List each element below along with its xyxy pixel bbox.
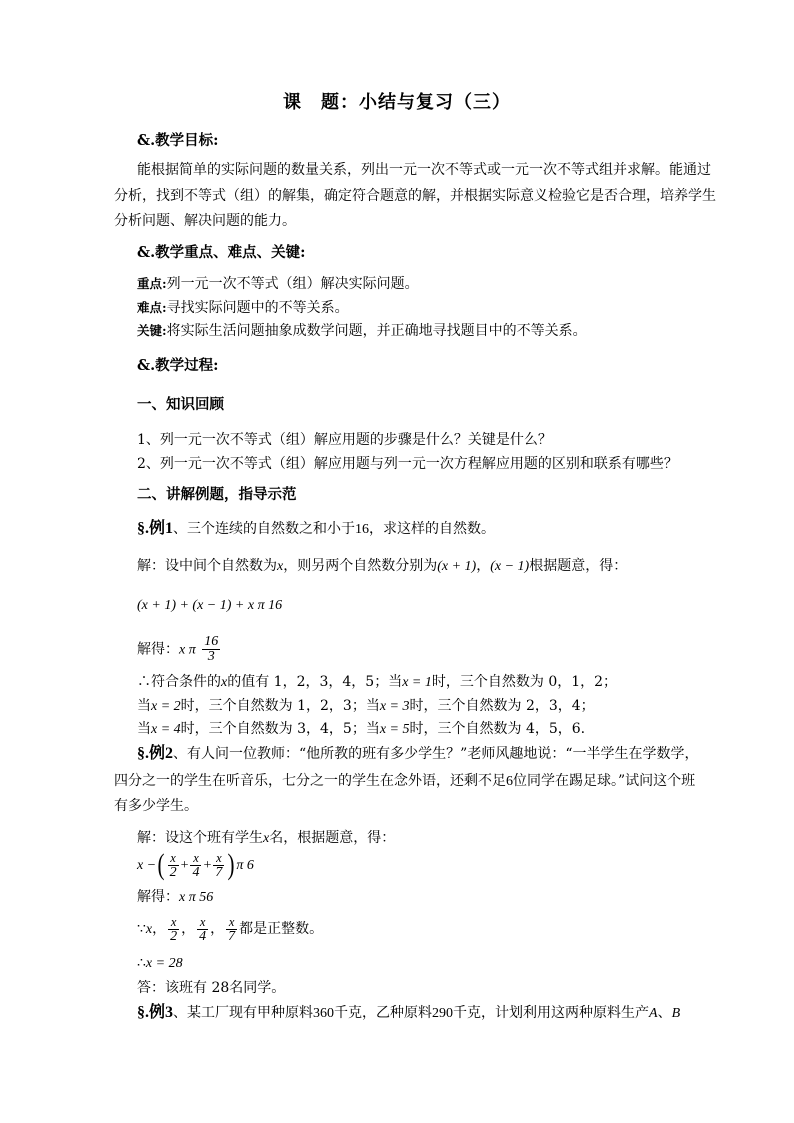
math-var: B [671, 1006, 681, 1021]
setup-text: 名，根据题意，得： [269, 830, 396, 846]
example-label: §.例 [137, 1004, 166, 1021]
math-expr: x = 1 [402, 675, 432, 690]
review-heading: 一、知识回顾 [137, 396, 224, 413]
math-var: x [137, 858, 144, 873]
example-1-inequality: (x + 1) + (x − 1) + x π 16 [137, 598, 283, 613]
math-expr: x = 4 [151, 722, 181, 737]
conclusion-text: 时，三个自然数为 1，2，3；当 [180, 698, 380, 714]
separator: 、 [657, 1005, 672, 1021]
goals-line-2: 分析，找到不等式（组）的解集，确定符合题意的解，并根据实际意义检验它是否合理，培养学生 [114, 188, 716, 204]
separator: ， [476, 558, 491, 574]
denominator: 2 [170, 928, 178, 944]
denominator: 4 [192, 864, 200, 880]
example-number: 1 [165, 520, 174, 537]
denominator: 4 [199, 928, 207, 944]
example-3-text: 千克，乙种原料 [334, 1005, 433, 1021]
setup-text: 解：设中间个自然数为 [137, 558, 277, 574]
example-label: §.例 [137, 520, 166, 537]
math-expr: (x − 1) [490, 559, 530, 574]
math-var: x [221, 675, 228, 690]
fraction [226, 915, 237, 944]
left-paren: ( [157, 848, 165, 881]
example-2-result [137, 887, 213, 908]
example-1-conclusion-3 [137, 719, 585, 740]
number: 6 [506, 774, 513, 789]
numerator: x [168, 851, 179, 866]
fraction [168, 851, 179, 880]
denominator: 2 [169, 864, 177, 880]
example-3-text: 、某工厂现有甲种原料 [173, 1005, 314, 1021]
process-heading: &.教学过程: [137, 357, 219, 374]
math-var: x [277, 559, 284, 574]
numerator: 16 [204, 634, 219, 649]
fraction [213, 851, 224, 880]
math-expr: x π 56 [179, 890, 214, 905]
example-1-number-16: 16 [355, 522, 370, 537]
key-text: 将实际生活问题抽象成数学问题，并正确地寻找题目中的不等关系。 [166, 323, 587, 339]
example-2-inequality [137, 848, 254, 883]
separator: ， [181, 921, 196, 937]
difficulty-label: 难点: [137, 300, 167, 315]
math-expr: x = 3 [379, 699, 410, 714]
separator: ， [152, 921, 167, 937]
setup-text: ，则另两个自然数分别为 [283, 558, 438, 574]
since-text: 都是正整数。 [239, 921, 324, 937]
review-question-1: 1、列一元一次不等式（组）解应用题的步骤是什么？关键是什么？ [137, 432, 552, 448]
goals-line-1: 能根据简单的实际问题的数量关系，列出一元一次不等式或一元一次不等式组并求解。能通过 [137, 162, 711, 178]
because-symbol: ∵ [137, 921, 146, 937]
example-2-prompt-2 [114, 771, 695, 792]
example-number: 3 [165, 1004, 174, 1021]
page-title: 课 题：小结与复习（三） [283, 92, 511, 113]
math-var: A [649, 1006, 658, 1021]
denominator: 7 [215, 864, 223, 880]
fraction [197, 915, 208, 944]
numerator: x [213, 851, 224, 866]
numerator: x [197, 915, 208, 930]
fraction [202, 635, 220, 664]
example-1-conclusion-1 [137, 672, 617, 693]
example-2-answer: 答：该班有 28名同学。 [137, 980, 286, 996]
minus-sign: − [147, 858, 156, 873]
math-expr: π 6 [236, 858, 254, 873]
math-expr: x = 28 [145, 956, 183, 971]
example-1-text: 、三个连续的自然数之和小于 [173, 521, 356, 537]
conclusion-text: 当 [137, 698, 151, 714]
conclusion-text: 时，三个自然数为 2，3，4； [409, 698, 595, 714]
example-2-therefore [137, 953, 183, 974]
goals-heading: &.教学目标: [137, 132, 219, 149]
fraction [190, 851, 201, 880]
plus-sign: + [203, 858, 212, 873]
math-expr: x = 5 [379, 722, 410, 737]
math-var: x [263, 831, 270, 846]
example-2-prompt-3: 有多少学生。 [114, 798, 198, 814]
fraction [168, 915, 179, 944]
example-2-setup [137, 828, 395, 849]
conclusion-text: 的值有 1，2，3，4，5；当 [227, 674, 403, 690]
conclusion-text: 时，三个自然数为 4，5，6. [409, 721, 586, 737]
key-line [137, 321, 587, 341]
review-question-2: 2、列一元一次不等式（组）解应用题与列一元一次方程解应用题的区别和联系有哪些？ [137, 456, 678, 472]
setup-text: 解：设这个班有学生 [137, 830, 263, 846]
example-2-text: 、有人问一位教师：“他所教的班有多少学生？”老师风趣地说：“一半学生在学数学， [173, 746, 699, 762]
separator: ， [210, 921, 225, 937]
plus-sign: + [180, 858, 189, 873]
example-1-conclusion-2 [137, 696, 595, 717]
therefore-symbol: ∴ [137, 955, 146, 971]
math-var: x [145, 922, 153, 937]
numerator: x [226, 915, 237, 930]
example-2-since [137, 912, 323, 947]
example-number: 2 [165, 745, 174, 762]
difficulty-line [137, 298, 349, 318]
math-expr: x = 2 [151, 699, 181, 714]
example-label: §.例 [137, 745, 166, 762]
conclusion-text: 当 [137, 721, 151, 737]
key-points-heading: &.教学重点、难点、关键: [137, 244, 306, 261]
example-3-prompt [137, 1003, 680, 1024]
example-2-prompt-1 [137, 744, 699, 764]
numerator: x [190, 851, 201, 866]
goals-line-3: 分析问题、解决问题的能力。 [114, 213, 296, 229]
examples-heading: 二、讲解例题，指导示范 [137, 486, 297, 503]
number: 360 [313, 1006, 335, 1021]
example-1-result [137, 635, 222, 664]
setup-text: 根据题意，得： [529, 558, 628, 574]
focus-text: 列一元一次不等式（组）解决实际问题。 [166, 276, 419, 292]
conclusion-text: 时，三个自然数为 3，4，5；当 [180, 721, 380, 737]
number: 290 [432, 1006, 454, 1021]
math-expr: (x + 1) [437, 559, 477, 574]
example-2-text: 位同学在踢足球。”试问这个班 [513, 773, 696, 789]
numerator: x [168, 915, 179, 930]
result-label: 解得： [137, 641, 179, 658]
example-1-text-end: ，求这样的自然数。 [369, 521, 496, 537]
focus-label: 重点: [137, 276, 167, 291]
result-label: 解得： [137, 889, 179, 905]
math-expr: x π [179, 642, 196, 658]
example-3-text: 千克，计划利用这两种原料生产 [453, 1005, 650, 1021]
focus-line [137, 274, 419, 294]
example-1-setup [137, 556, 627, 577]
example-1-prompt [137, 519, 495, 540]
conclusion-text: ∴符合条件的 [137, 674, 221, 690]
right-paren: ) [227, 848, 235, 881]
key-label: 关键: [137, 323, 167, 338]
conclusion-text: 时，三个自然数为 0，1，2； [431, 674, 618, 690]
example-2-text: 四分之一的学生在听音乐，七分之一的学生在念外语，还剩不足 [114, 773, 506, 789]
difficulty-text: 寻找实际问题中的不等关系。 [166, 300, 349, 316]
denominator: 7 [228, 928, 236, 944]
denominator: 3 [207, 649, 215, 664]
